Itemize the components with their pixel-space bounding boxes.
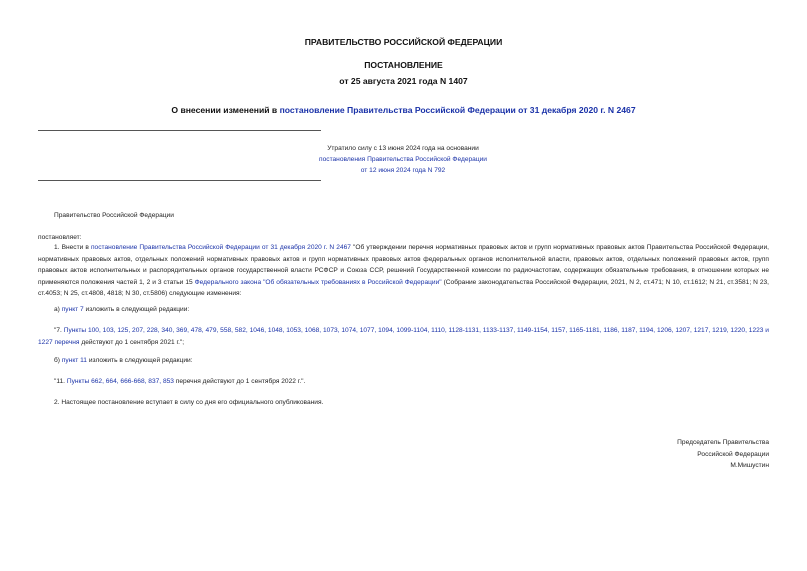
status-note-line1: Утратило силу с 13 июня 2024 года на основании bbox=[327, 145, 479, 152]
government-heading: ПРАВИТЕЛЬСТВО РОССИЙСКОЙ ФЕДЕРАЦИИ bbox=[304, 37, 503, 47]
item-1-link-decree[interactable]: постановление Правительства Российской Федерации от 31 декабря 2020 г. N 2467 bbox=[90, 244, 351, 251]
quote-11-suffix: перечня действуют до 1 сентября 2022 г.". bbox=[173, 378, 306, 385]
quote-7-suffix: действуют до 1 сентября 2021 г."; bbox=[79, 338, 185, 346]
signature-line2: Российской Федерации bbox=[697, 450, 769, 458]
government-rf-text: Правительство Российской Федерации bbox=[54, 212, 174, 219]
status-note-link-line3[interactable]: от 12 июня 2024 года N 792 bbox=[360, 167, 446, 174]
signature-line3: М.Мишустин bbox=[730, 462, 769, 469]
quote-point-11 bbox=[54, 376, 769, 388]
quote-11-link[interactable]: Пункты 662, 664, 666-668, 837, 853 bbox=[66, 378, 174, 385]
title-prefix: О внесении изменений в bbox=[171, 105, 280, 115]
sub-item-a bbox=[54, 304, 769, 316]
sub-item-b-suffix: изложить в следующей редакции: bbox=[86, 357, 193, 364]
sub-item-b-prefix: б) bbox=[54, 357, 62, 364]
status-note bbox=[278, 143, 528, 176]
item-1-middle: "Об утверждении перечня нормативных правовых актов и групп нормативных правовых актов Правительства Российской Федерации, нормативных правовых актов, отдельных положений нормативных правовых актов и групп нормативных правовых актов федеральных органов исполнительной власти, правовых актов, отдельных положений правовых актов, групп правовых актов исполнительных и распорядительных органов государственной власти РСФСР и Союза ССР, решений Государственной комиссии по радиочастотам, содержащих обязательные требования, в отношении которых не применяются положения частей 1, 2 и 3 статьи 15 bbox=[38, 244, 769, 286]
signature-block bbox=[677, 437, 769, 472]
item-1-suffix: (Собрание законодательства Российской Федерации, 2021, N 2, ст.471; N 10, ст.1612; N 21, ст.3581; N 23, ст.4053; N 25, ст.4808, 4818; N 30, ст.5806) следующие изменения: bbox=[38, 278, 769, 297]
quote-11-prefix: "11. bbox=[54, 378, 67, 385]
sub-item-a-link[interactable]: пункт 7 bbox=[61, 306, 84, 313]
document-date-number: от 25 августа 2021 года N 1407 bbox=[339, 76, 468, 86]
document-title bbox=[0, 105, 807, 115]
quote-7-link[interactable]: Пункты 100, 103, 125, 207, 228, 340, 369, 478, 479, 558, 582, 1046, 1048, 1053, 1068, 1073, 1074, 1077, 1094, 1099-1104, 1110, 1128-1131, 1133-1137, 1149-1154, 1157, 1165-1181, 1186, 1187, 1194, 1206, 1207, 1217, 1219, 1220, 1223 и 1227 перечня bbox=[38, 327, 769, 346]
sub-item-b bbox=[54, 355, 769, 367]
sub-item-a-prefix: а) bbox=[54, 306, 62, 313]
divider-bottom bbox=[38, 180, 321, 181]
sub-item-b-link[interactable]: пункт 11 bbox=[61, 357, 87, 364]
sub-item-a-suffix: изложить в следующей редакции: bbox=[83, 306, 190, 313]
signature-line1: Председатель Правительства bbox=[677, 439, 769, 446]
item-1-link-federal-law[interactable]: Федерального закона "Об обязательных требованиях в Российской Федерации" bbox=[194, 278, 442, 286]
item-2-paragraph: 2. Настоящее постановление вступает в силу со дня его официального опубликования. bbox=[54, 399, 324, 406]
document-type: ПОСТАНОВЛЕНИЕ bbox=[364, 60, 443, 70]
quote-point-7 bbox=[38, 325, 769, 348]
decrees-text: постановляет: bbox=[38, 234, 82, 241]
quote-7-prefix: "7. bbox=[54, 327, 64, 334]
status-note-link-line2[interactable]: постановления Правительства Российской Федерации bbox=[319, 156, 487, 163]
divider-top bbox=[38, 130, 321, 131]
title-link[interactable]: постановление Правительства Российской Федерации от 31 декабря 2020 г. N 2467 bbox=[279, 105, 636, 115]
item-1-prefix: 1. Внести в bbox=[54, 244, 91, 251]
item-1-paragraph bbox=[38, 242, 769, 300]
